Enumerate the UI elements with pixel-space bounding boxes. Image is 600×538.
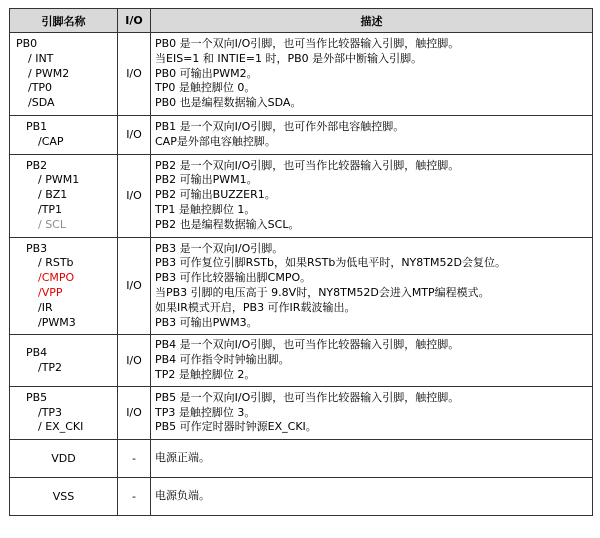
pin-alt-function: / INT: [28, 51, 54, 65]
table-row-vss: [10, 478, 593, 516]
io-cell: I/O: [118, 33, 151, 116]
pin-alt-function: /PWM3: [38, 315, 76, 329]
pin-cell: [10, 335, 118, 386]
description-line: CAP是外部电容触控脚。: [155, 134, 276, 148]
table-row-pb1: [10, 115, 593, 154]
pin-description-table: [9, 8, 593, 516]
description-line: PB3 可作比较器输出脚CMPO。: [155, 271, 312, 285]
pin-alt-function: / PWM1: [38, 173, 80, 187]
description-line: PB2 是一个双向I/O引脚，也可当作比较器输入引脚，触控脚。: [155, 158, 460, 172]
pin-name: PB2: [26, 158, 48, 172]
description-line: PB5 是一个双向I/O引脚，也可当作比较器输入引脚，触控脚。: [155, 390, 460, 404]
pin-alt-function: /SDA: [28, 96, 55, 110]
description-line: PB5 可作定时器时钟源EX_CKI。: [155, 420, 317, 434]
header-description: 描述: [151, 9, 593, 33]
pin-alt-function: /TP0: [28, 81, 53, 95]
description-line: PB3 可输出PWM3。: [155, 315, 258, 329]
description-cell: [151, 478, 593, 516]
table-row-pb4: [10, 335, 593, 386]
description-line: PB0 可输出PWM2。: [155, 66, 258, 80]
pin-cell: [10, 237, 118, 335]
description-line: PB2 可输出BUZZER1。: [155, 188, 276, 202]
description-line: TP2 是触控脚位 2。: [155, 367, 256, 381]
io-cell: I/O: [118, 335, 151, 386]
pin-alt-function: / PWM2: [28, 66, 70, 80]
io-cell: I/O: [118, 115, 151, 154]
description-line: PB2 可输出PWM1。: [155, 173, 258, 187]
description-line: PB1 是一个双向I/O引脚，也可作外部电容触控脚。: [155, 119, 405, 133]
pin-name: VDD: [10, 440, 118, 478]
description-cell: [151, 335, 593, 386]
table-header-row: [10, 9, 593, 33]
description-line: PB2 也是编程数据输入SCL。: [155, 217, 300, 231]
description-line: 当PB3 引脚的电压高于 9.8V时，NY8TM52D会进入MTP编程模式。: [155, 285, 490, 299]
io-cell: -: [118, 440, 151, 478]
pin-alt-function: /CAP: [38, 134, 64, 148]
pin-alt-function: /TP2: [38, 360, 63, 374]
pin-name: PB4: [26, 345, 48, 359]
pin-alt-function: / RSTb: [38, 256, 74, 270]
description-cell: [151, 154, 593, 237]
pin-name: PB1: [26, 119, 48, 133]
description-line: 电源正端。: [155, 451, 210, 465]
io-cell: -: [118, 478, 151, 516]
pin-name: PB0: [16, 37, 38, 50]
description-line: PB3 可作复位引脚RSTb，如果RSTb为低电平时，NY8TM52D会复位。: [155, 256, 506, 270]
pin-alt-function: / EX_CKI: [38, 420, 84, 434]
description-line: TP1 是触控脚位 1。: [155, 202, 256, 216]
description-cell: [151, 115, 593, 154]
description-line: TP3 是触控脚位 3。: [155, 405, 256, 419]
description-cell: [151, 386, 593, 439]
description-line: TP0 是触控脚位 0。: [155, 81, 256, 95]
header-io: I/O: [118, 9, 151, 33]
pin-alt-function: /VPP: [38, 285, 63, 299]
pin-cell: [10, 115, 118, 154]
description-cell: [151, 33, 593, 116]
description-line: 电源负端。: [155, 489, 210, 503]
pin-name: PB5: [26, 390, 48, 404]
description-cell: [151, 237, 593, 335]
pin-alt-function: / BZ1: [38, 188, 68, 202]
table-row-pb0: [10, 33, 593, 116]
table-row-vdd: [10, 440, 593, 478]
pin-alt-function: /TP3: [38, 405, 63, 419]
pin-cell: [10, 386, 118, 439]
pin-cell: [10, 33, 118, 116]
io-cell: I/O: [118, 237, 151, 335]
io-cell: I/O: [118, 154, 151, 237]
pin-name: VSS: [10, 478, 118, 516]
description-cell: [151, 440, 593, 478]
pin-alt-function: /TP1: [38, 202, 63, 216]
description-line: PB0 也是编程数据输入SDA。: [155, 96, 302, 110]
description-line: PB4 是一个双向I/O引脚，也可当作比较器输入引脚，触控脚。: [155, 338, 460, 352]
description-line: PB4 可作指令时钟输出脚。: [155, 353, 290, 367]
description-line: 如果IR模式开启，PB3 可作IR载波输出。: [155, 300, 356, 314]
table-row-pb2: [10, 154, 593, 237]
description-line: PB0 是一个双向I/O引脚，也可当作比较器输入引脚，触控脚。: [155, 37, 460, 50]
description-line: 当EIS=1 和 INTIE=1 时，PB0 是外部中断输入引脚。: [155, 51, 423, 65]
pin-name: PB3: [26, 241, 48, 255]
io-cell: I/O: [118, 386, 151, 439]
pin-alt-function: / SCL: [38, 217, 66, 231]
pin-alt-function: /IR: [38, 300, 53, 314]
table-row-pb3: [10, 237, 593, 335]
header-pin-name: 引脚名称: [10, 9, 118, 33]
table-row-pb5: [10, 386, 593, 439]
pin-cell: [10, 154, 118, 237]
description-line: PB3 是一个双向I/O引脚。: [155, 241, 284, 255]
pin-alt-function: /CMPO: [38, 271, 75, 285]
